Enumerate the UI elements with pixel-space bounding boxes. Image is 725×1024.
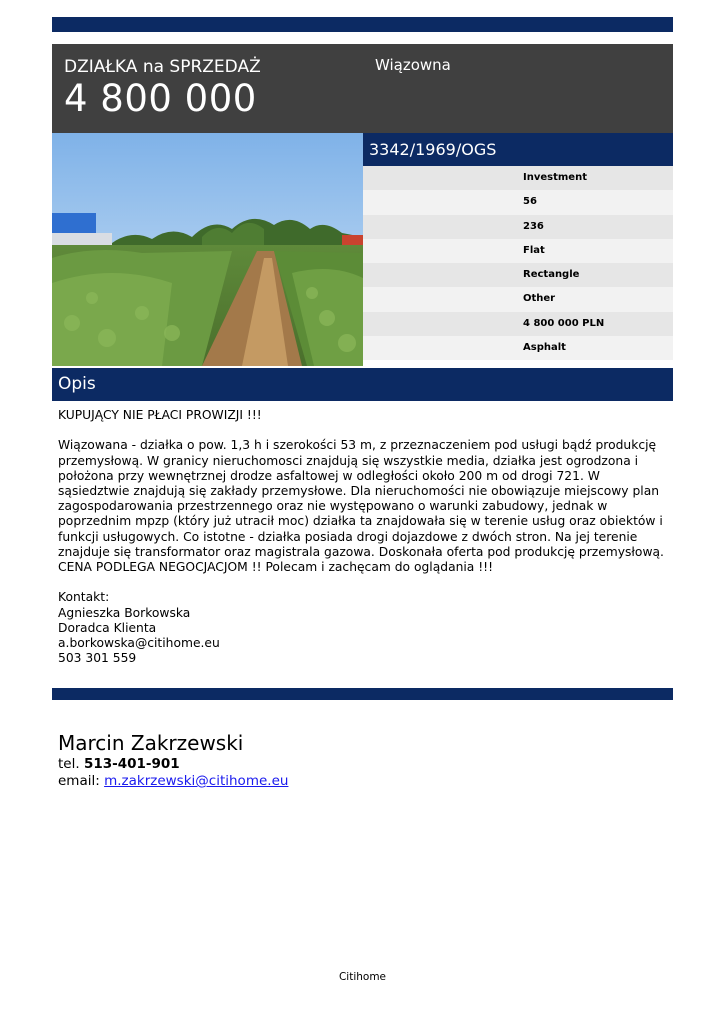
property-photo <box>52 133 363 366</box>
listing-header <box>52 44 673 133</box>
detail-row: Asphalt <box>363 336 673 360</box>
description-line: KUPUJĄCY NIE PŁACI PROWIZJI !!! <box>58 408 262 422</box>
description-line: znajduje się transformator oraz magistrala gazowa. Doskonała oferta pod produkcję przemysłową. <box>58 544 664 559</box>
description-line: położona przy wewnętrznej drodze asfaltowej w odległości około 200 m od drogi 721. W <box>58 468 600 483</box>
detail-row: 4 800 000 PLN <box>363 312 673 336</box>
footer-brand: Citihome <box>338 971 387 983</box>
agent-email-link[interactable]: m.zakrzewski@citihome.eu <box>104 773 289 789</box>
listing-price: 4 800 000 <box>64 77 257 120</box>
detail-row: 56 <box>363 190 673 214</box>
email-label: email: <box>58 773 100 789</box>
listing-location: Wiązowna <box>375 56 451 74</box>
description-line: Wiązowana - działka o pow. 1,3 h i szerokości 53 m, z przeznaczeniem pod usługi bądź produkcję <box>58 438 657 453</box>
description-spacer <box>58 575 668 590</box>
detail-row: Rectangle <box>363 263 673 287</box>
description-line: poprzednim mpzp (który już utracił moc) działka ta znajdowała się w terenie usług oraz obiektów i <box>58 514 663 529</box>
agent-phone: 513-401-901 <box>83 756 180 772</box>
description-line: zagospodarowania przestrzennego oraz nie występowano o warunki zabudowy, jednak w <box>58 499 608 514</box>
listing-type: DZIAŁKA na SPRZEDAŻ <box>64 57 261 77</box>
agent-email-line <box>58 773 668 790</box>
description-heading: Opis <box>58 374 96 394</box>
description-line: Kontakt: <box>58 590 110 605</box>
description-line: CENA PODLEGA NEGOCJACJOM !! Polecam i zachęcam do oglądania !!! <box>58 560 494 575</box>
details-panel <box>363 133 673 360</box>
detail-row: Flat <box>363 239 673 263</box>
bottom-decor-bar <box>52 688 673 700</box>
detail-row: Other <box>363 287 673 311</box>
description-spacer <box>58 423 668 438</box>
top-decor-bar <box>52 17 673 32</box>
description-line: Agnieszka Borkowska <box>58 605 191 620</box>
agent-contact <box>58 730 668 790</box>
tel-label: tel. <box>58 756 80 772</box>
agent-name: Marcin Zakrzewski <box>58 731 244 755</box>
description-line: 503 301 559 <box>58 651 137 666</box>
agent-phone-line <box>58 756 668 773</box>
description-body <box>58 408 668 666</box>
listing-reference: 3342/1969/OGS <box>363 133 673 166</box>
description-line: sąsiedztwie znajdują się zakłady przemysłowe. Dla nieruchomości nie obowiązuje miejscowy plan <box>58 484 660 498</box>
description-line: funkcji usługowych. Co istotne - działka posiada drogi dojazdowe z dwóch stron. Na jej terenie <box>58 529 638 544</box>
description-line: przemysłową. W granicy nieruchomosci znajdują się wszystkie media, działka jest ogrodzona i <box>58 453 639 468</box>
description-line: Doradca Klienta <box>58 620 157 635</box>
detail-row: 236 <box>363 215 673 239</box>
description-line: a.borkowska@citihome.eu <box>58 636 220 651</box>
description-heading-bar <box>52 368 673 401</box>
detail-row: Investment <box>363 166 673 190</box>
